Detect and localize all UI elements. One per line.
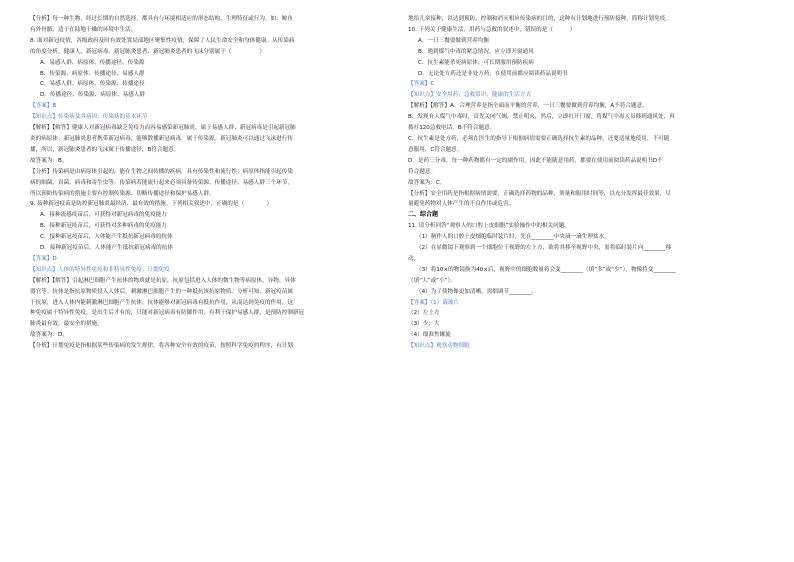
text-line-answer: 【答案】B xyxy=(30,103,57,110)
text-line-text: 动。 xyxy=(408,255,420,262)
text-line-option: A．一日三餐要做到营养均衡 xyxy=(418,37,489,44)
text-line-text: （4）细准焦螺旋 xyxy=(408,332,451,339)
text-line-text: D．是药三分毒，每一种药物都有一定的副作用，因此不能随意用药，都要在使用前阅读药品说明书D不 xyxy=(408,157,663,164)
text-line-text: 【分析】安全用药是指根据病情需要，正确选择药物的品种、剂量和服用时间等，以充分发挥最佳效果，尽 xyxy=(408,190,671,197)
text-line-text: 有外骨骼，适于在陆地干燥的环境中生活。 xyxy=(30,26,137,33)
text-line-answer: 【答案】（1）载玻片 xyxy=(408,299,460,306)
text-line-option: D．无论处方药还是非处方药，在使用前都应阅读药品说明书 xyxy=(418,70,568,77)
text-line-indent: （4）为了使物像更加清晰，需细调节________。 xyxy=(416,288,538,295)
text-line-text: B．发现有人煤气中毒时，首先关闭气阀，禁止明火，然后，立即打开门窗，将煤气中毒人员移到通风处，再 xyxy=(408,114,675,121)
text-line-option: B．遇到煤气中毒的紧急情况，应立即开窗通风 xyxy=(418,48,534,55)
text-line-text: 故答案为：D。 xyxy=(30,332,68,339)
text-line-text: （填“大”或“小”）。 xyxy=(408,277,456,284)
text-line-knowledge: 【知识点】安全用药；急救常识；健康的生活方式 xyxy=(408,92,532,99)
text-line-text: 种免疫属于特异性免疫，是出生后才有的，只能对新冠病毒有防御作用，有利于保护易感人群，是预防控制新冠 xyxy=(30,310,305,317)
text-line-option: A．易感人群、病原体、传播途径、传染源 xyxy=(40,59,145,66)
text-line-text: 播，所以，新冠肺炎患者的飞沫属于传播途径，B符合题意。 xyxy=(30,146,180,153)
text-line-question: 9. 接种新冠疫苗是防控新冠肺炎最经济、最有效的措施。下列相关叙述中，正确的是（ ） xyxy=(30,201,273,208)
text-line-text: 量避免药物对人体产生的不良作用或危害。 xyxy=(408,201,515,208)
text-line-option: C．接种新冠疫苗后，人体能产生抵抗新冠病毒的抗体 xyxy=(40,234,173,241)
text-line-option: C．易感人群、病原体、传染源、传播途径 xyxy=(40,81,145,88)
text-line-text: 【解析】【解答】健康人对新冠病毒缺乏免疫力而容易感染新冠肺炎，属于易感人群；新冠病毒是引起新冠肺 xyxy=(30,125,296,132)
right-column xyxy=(408,14,760,352)
text-line-text: 的角度分析，健康人、新冠病毒、新冠肺炎患者、新冠肺炎患者的飞沫分别属于（ ） xyxy=(30,48,265,55)
text-line-text: 所以预防传染病的措施主要有控制传染源、切断传播途径和保护易感人群。 xyxy=(30,190,215,197)
text-line-option: C．抗生素能杀死病原体，可长期服用预防疾病 xyxy=(418,59,534,66)
text-line-text: 故答案为：B。 xyxy=(30,157,68,164)
text-line-option: A．接种流感疫苗后，可获得对新冠病毒的免疫能力 xyxy=(40,212,167,219)
text-line-text: C．抗生素是处方药，必须在医生的指导下根据病情需要正确选择抗生素的品种，还要适量地使用，不可随 xyxy=(408,135,670,142)
text-line-question: 8. 面对新冠疫情，各级政府及时有效处置局部地区聚集性疫情，保障了人民生命安全和身体健康。从传染病 xyxy=(30,37,295,44)
text-line-knowledge: 【知识点】观察动物细胞 xyxy=(408,343,470,350)
text-line-text: 炎的病原体；新冠肺炎患者携带新冠病毒，能够散播新冠病毒，属于传染源；新冠肺炎可以通过飞沫进行传 xyxy=(30,135,293,142)
text-line-text: 符合题意。 xyxy=(408,168,436,175)
text-line-indent: （3）将10×的物镜换为40×后，视野中的细胞数量将会变________（填“多”或“少”），物像将变________ xyxy=(416,266,676,273)
text-line-text: 【解析】【解答】引起淋巴细胞产生抗体的物质就是抗原，抗原包括进入人体的微生物等病原体、异物、异体 xyxy=(30,277,296,284)
text-line-text: 病的细菌、真菌、病毒和寄生虫等。传染病若能流行起来必须具备传染源、传播途径、易感人群三个环节， xyxy=(30,179,293,186)
text-line-option: B．接种新冠疫苗后，可获得对多种病毒的免疫能力 xyxy=(40,223,167,230)
text-line-indent: （2）在显微镜下观察到一个细胞位于视野的左上方，欲将其移至视野中央，需将临时装片向________移 xyxy=(416,245,672,252)
text-line-answer: 【答案】D xyxy=(30,255,57,262)
text-line-option: B．传染源、病原体、传播途径、易感人群 xyxy=(40,70,145,77)
text-line-text: 拨打120急救电话，B不符合题意。 xyxy=(408,125,496,132)
text-line-option: D．传播途径、传染源、病原体、易感人群 xyxy=(40,92,145,99)
text-line-text: （3）少；大 xyxy=(408,321,440,328)
text-line-text: 器官等。抗体是指抗原物质侵入人体后，刺激淋巴细胞产生的一种抵抗该抗原物质。分析可知，新冠疫苗属 xyxy=(30,288,293,295)
text-line-knowledge: 【知识点】人体的特异性免疫和非特异性免疫；计划免疫 xyxy=(30,266,170,273)
text-line-text: 【分析】计划免疫是指根据某些传染病的发生规律，将各种安全有效的疫苗，按照科学免疫的程序，有计划 xyxy=(30,343,293,350)
text-line-knowledge: 【知识点】传染病及其病因；传染病的基本环节 xyxy=(30,114,148,121)
text-line-indent: （1）制作人的口腔上皮细胞临时装片时，先在________中央滴一滴生理盐水。 xyxy=(416,234,610,241)
text-line-text: 于抗原，进入人体内能刺激淋巴细胞产生抗体，抗体能够对新冠病毒有抵抗作用，从而达到免疫的作用，这 xyxy=(30,299,293,306)
text-line-text: 【解析】【解答】A．合理营养是指全面而平衡的营养，一日三餐要做到营养均衡，A不符合题意。 xyxy=(408,103,648,110)
text-line-answer: 【答案】C xyxy=(408,81,435,88)
text-line-option: D．接种新冠疫苗后，人体能产生抵抗新冠病毒的抗体 xyxy=(40,245,173,252)
left-column xyxy=(30,14,382,352)
text-line-text: 意服用，C符合题意。 xyxy=(408,146,463,153)
text-line-question: 11. 请分析回答“观察人的口腔上皮细胞”实验操作中的相关问题。 xyxy=(408,223,570,230)
text-line-text: 肺炎最有效，最安全的措施。 xyxy=(30,321,103,328)
text-line-text: 故答案为：C。 xyxy=(408,179,446,186)
text-line-text: 【分析】每一种生物，经过长期的自然选择，都具有与环境相适应的形态结构、生理特征或行为，如：鲸鱼 xyxy=(30,16,293,22)
text-line-text: 【分析】传染病是由病原体引起的，能在生物之间传播的疾病，具有传染性和流行性；病原体指能引起传染 xyxy=(30,168,293,175)
text-line-text: （2）左上方 xyxy=(408,310,440,317)
text-line-question: 10. 下列关于健康生活、用药与急救的叙述中，错误的是（ ） xyxy=(408,26,576,33)
text-line-heading: 二、综合题 xyxy=(408,211,439,219)
text-line-text: 地给儿童接种，以达到预防、控制和消灭相应传染病的目的，这种有计划地进行预防接种，简称计划免疫。 xyxy=(408,16,671,22)
